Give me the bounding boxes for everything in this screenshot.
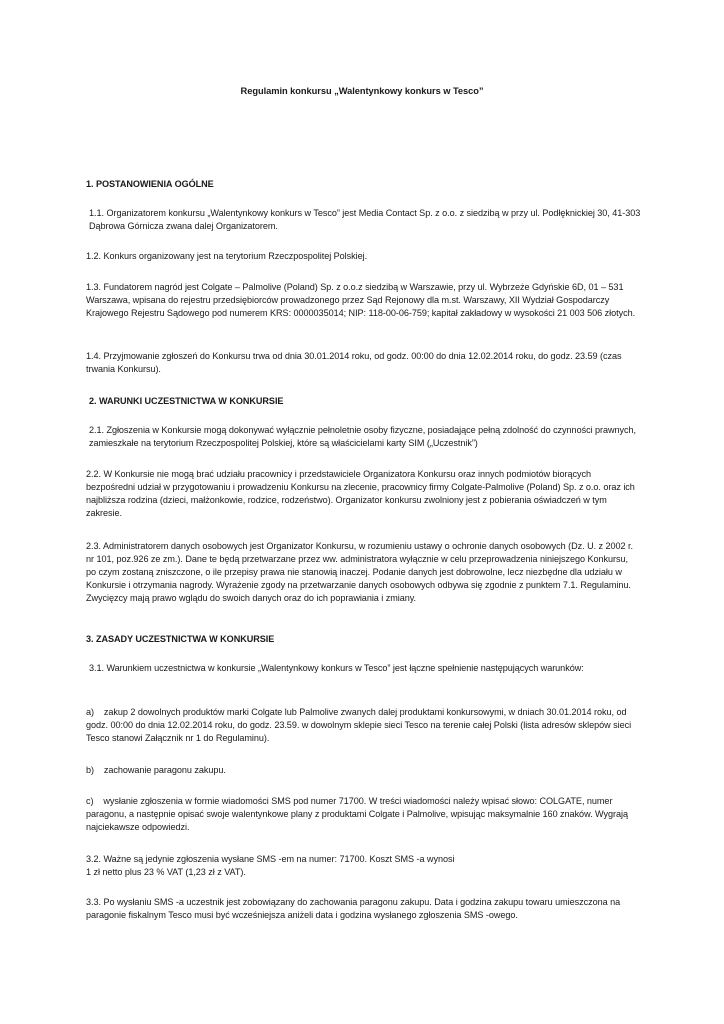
condition-a: a) zakup 2 dowolnych produktów marki Colgate lub Palmolive zwanych dalej produktami konkursowymi, w dniach 30.01.2014 roku, od godz. 00:00 do dnia 12.02.2014 roku, do godz. 23.59. w dowolnym sklepie sieci Tesco na terenie całej Polski (lista adresów sklepów sieci Tesco stanowi Załącznik nr 1 do Regulaminu). bbox=[86, 707, 634, 743]
section-2-heading: 2. WARUNKI UCZESTNICTWA W KONKURSIE bbox=[89, 396, 284, 406]
paragraph-3-3: 3.3. Po wysłaniu SMS -a uczestnik jest zobowiązany do zachowania paragonu zakupu. Data i godzina zakupu towaru umieszczona na paragonie fiskalnym Tesco musi być wcześniejsza aniżeli data i godzina wysłanego zgłoszenia SMS -owego. bbox=[86, 897, 621, 920]
paragraph-2-2: 2.2. W Konkursie nie mogą brać udziału pracownicy i przedstawiciele Organizatora Konkursu oraz innych podmiotów biorących bezpośredni udział w przygotowaniu i prowadzeniu Konkursu na zlecenie, pracownicy firmy Colgate-Palmolive (Poland) Sp. z o.o. oraz ich najbliższa rodzina (dzieci, małżonkowie, rodzice, rodzeństwo). Organizator konkursu zwolniony jest z pobierania oświadczeń w tym zakresie. bbox=[86, 469, 635, 518]
paragraph-1-4: 1.4. Przyjmowanie zgłoszeń do Konkursu trwa od dnia 30.01.2014 roku, od godz. 00:00 do dnia 12.02.2014 roku, do godz. 23.59 (czas trwania Konkursu). bbox=[86, 351, 622, 374]
section-1-heading: 1. POSTANOWIENIA OGÓLNE bbox=[86, 179, 214, 189]
document-title: Regulamin konkursu „Walentynkowy konkurs w Tesco” bbox=[240, 86, 484, 96]
paragraph-2-3: 2.3. Administratorem danych osobowych jest Organizator Konkursu, w rozumieniu ustawy o ochronie danych osobowych (Dz. U. z 2002 r. nr 101, poz.926 ze zm.). Dane te będą przetwarzane przez ww. administratora wyłącznie w celu przeprowadzenia niniejszego Konkursu, po czym zostaną zniszczone, o ile przepisy prawa nie stanowią inaczej. Podanie danych jest dobrowolne, lecz niezbędne dla udziału w Konkursie i otrzymania nagrody. Wyrażenie zgody na przetwarzanie danych osobowych odbywa się zgodnie z punktem 7.1. Regulaminu. Zwycięzcy mają prawo wglądu do swoich danych oraz do ich poprawiania i zmiany. bbox=[86, 541, 633, 603]
condition-c: c) wysłanie zgłoszenia w formie wiadomości SMS pod numer 71700. W treści wiadomości należy wpisać słowo: COLGATE, numer paragonu, a następnie opisać swoje walentynkowe plany z produktami Colgate i Palmolive, wpisując maksymalnie 160 znaków. Wygrają najciekawsze odpowiedzi. bbox=[86, 796, 631, 832]
paragraph-3-1: 3.1. Warunkiem uczestnictwa w konkursie „Walentynkowy konkurs w Tesco” jest łączne spełnienie następujących warunków: bbox=[89, 663, 584, 673]
paragraph-1-3: 1.3. Fundatorem nagród jest Colgate – Palmolive (Poland) Sp. z o.o.z siedzibą w Warszawie, przy ul. Wybrzeże Gdyńskie 6D, 01 – 531 Warszawa, wpisana do rejestru przedsiębiorców prowadzonego przez Sąd Rejonowy dla m.st. Warszawy, XII Wydział Gospodarczy Krajowego Rejestru Sądowego pod numerem KRS: 0000035014; NIP: 118-00-06-759; kapitał zakładowy w wysokości 21 003 506 złotych. bbox=[86, 282, 636, 318]
paragraph-3-2: 3.2. Ważne są jedynie zgłoszenia wysłane SMS -em na numer: 71700. Koszt SMS -a wynosi 1 zł netto plus 23 % VAT (1,23 zł z VAT). bbox=[86, 854, 455, 877]
paragraph-1-1: 1.1. Organizatorem konkursu „Walentynkowy konkurs w Tesco” jest Media Contact Sp. z o.o. z siedzibą w przy ul. Podłęknickiej 30, 41-303 Dąbrowa Górnicza zwana dalej Organizatorem. bbox=[89, 208, 641, 231]
section-3-heading: 3. ZASADY UCZESTNICTWA W KONKURSIE bbox=[86, 634, 275, 644]
condition-b: b) zachowanie paragonu zakupu. bbox=[86, 765, 226, 775]
paragraph-2-1: 2.1. Zgłoszenia w Konkursie mogą dokonywać wyłącznie pełnoletnie osoby fizyczne, posiadające pełną zdolność do czynności prawnych, zamieszkałe na terytorium Rzeczpospolitej Polskiej, które są właścicielami karty SIM („Uczestnik”) bbox=[89, 425, 637, 448]
paragraph-1-2: 1.2. Konkurs organizowany jest na terytorium Rzeczpospolitej Polskiej. bbox=[86, 251, 368, 261]
